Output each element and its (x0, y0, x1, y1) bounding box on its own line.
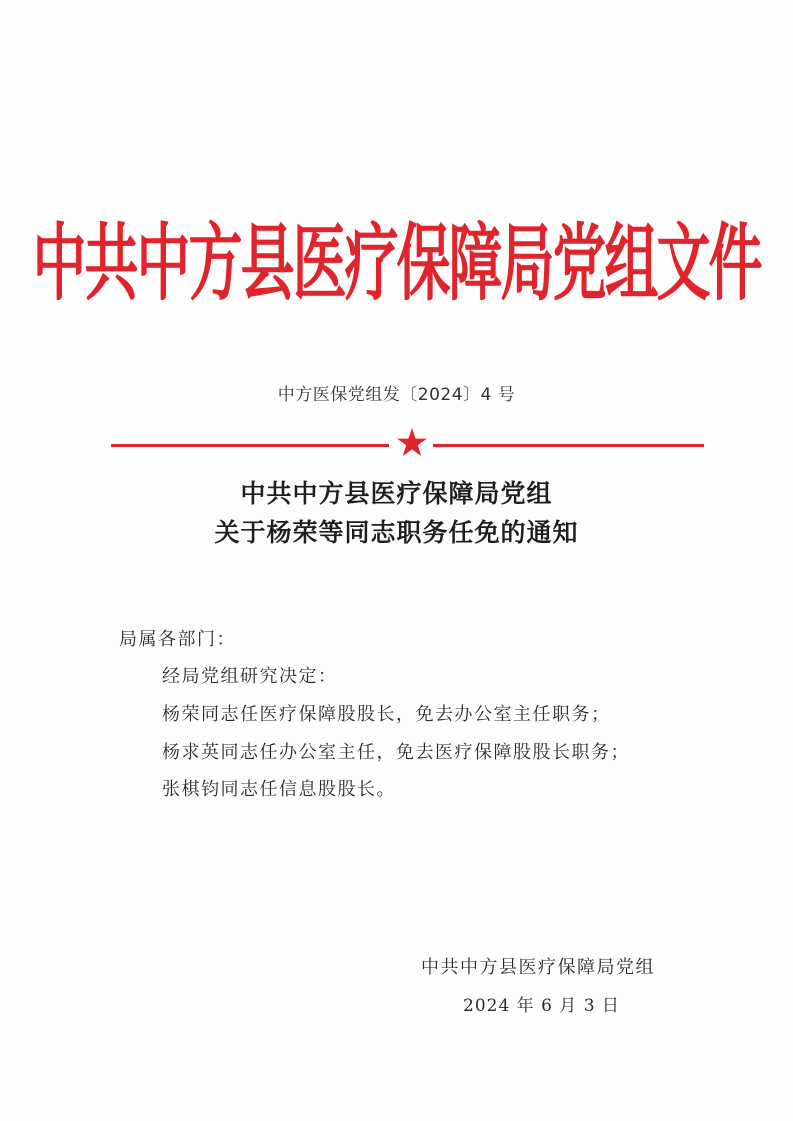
body-paragraph: 杨求英同志任办公室主任，免去医疗保障股股长职务； (162, 742, 630, 763)
document-number: 中方医保党组发〔2024〕4 号 (277, 385, 516, 405)
notice-title-line-1: 中共中方县医疗保障局党组 (240, 479, 553, 508)
body-paragraph: 经局党组研究决定： (162, 666, 338, 687)
salutation: 局属各部门： (119, 629, 236, 650)
signature-issuer: 中共中方县医疗保障局党组 (421, 957, 655, 978)
document-red-header: 中共中方县医疗保障局党组文件 (32, 214, 761, 312)
body-paragraph: 杨荣同志任医疗保障股股长，免去办公室主任职务； (162, 704, 611, 725)
notice-title-line-2: 关于杨荣等同志职务任免的通知 (214, 518, 579, 547)
body-paragraph: 张棋钧同志任信息股股长。 (162, 779, 396, 800)
red-divider-left (111, 444, 389, 447)
signature-date: 2024 年 6 月 3 日 (463, 996, 620, 1016)
red-divider-right (433, 444, 704, 447)
star-icon (396, 427, 428, 459)
